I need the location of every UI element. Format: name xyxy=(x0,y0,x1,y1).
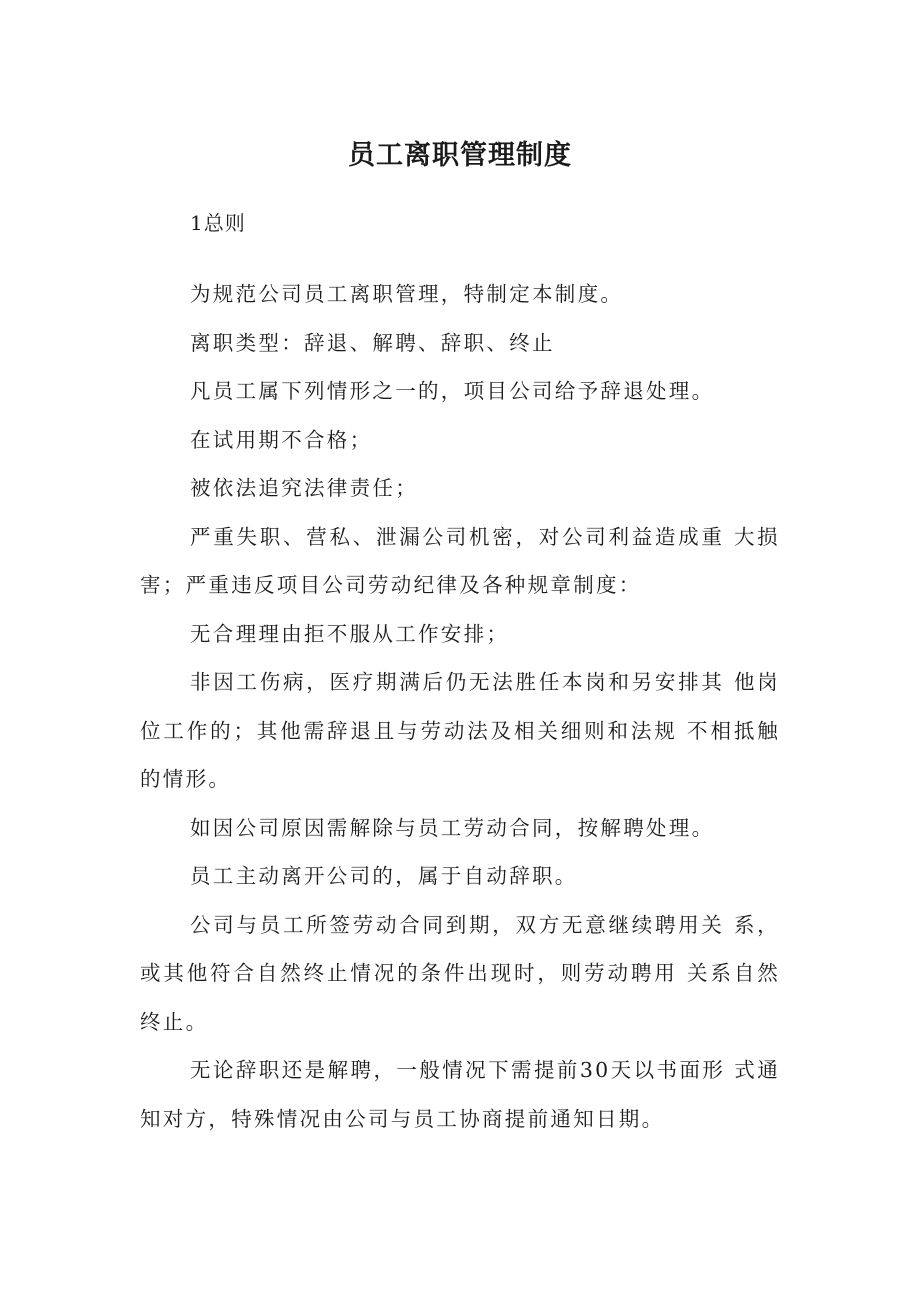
paragraph-dismissal-intro: 凡员工属下列情形之一的，项目公司给予辞退处理。 xyxy=(190,379,715,403)
paragraph-serious-misconduct: 严重失职、营私、泄漏公司机密，对公司利益造成重 大损害；严重违反项目公司劳动纪律及各种规章制度： xyxy=(140,524,780,597)
section-heading: 1总则 xyxy=(190,211,246,235)
paragraph-legal-liability: 被依法追究法律责任； xyxy=(190,476,418,500)
paragraph-resignation: 员工主动离开公司的，属于自动辞职。 xyxy=(190,864,578,888)
document-body xyxy=(140,270,780,1143)
paragraph-refuse-work: 无合理理由拒不服从工作安排； xyxy=(190,621,510,646)
paragraph-termination-by-company: 如因公司原因需解除与员工劳动合同，按解聘处理。 xyxy=(190,815,715,840)
paragraph-separation-types: 离职类型：辞退、解聘、辞职、终止 xyxy=(190,330,555,355)
paragraph-probation-fail: 在试用期不合格； xyxy=(190,427,373,452)
document-title: 员工离职管理制度 xyxy=(348,140,572,171)
paragraph-purpose: 为规范公司员工离职管理，特制定本制度。 xyxy=(190,282,624,306)
paragraph-notice-period: 无论辞职还是解聘，一般情况下需提前30天以书面形 式通知对方，特殊情况由公司与员工协商提前通知日期。 xyxy=(140,1058,780,1131)
paragraph-contract-expiry: 公司与员工所签劳动合同到期，双方无意继续聘用关 系，或其他符合自然终止情况的条件出现时，则劳动聘用 关系自然终止。 xyxy=(140,912,780,1034)
paragraph-illness-incapacity: 非因工伤病，医疗期满后仍无法胜任本岗和另安排其 他岗位工作的；其他需辞退且与劳动法及相关细则和法规 不相抵触的情形。 xyxy=(140,670,780,791)
